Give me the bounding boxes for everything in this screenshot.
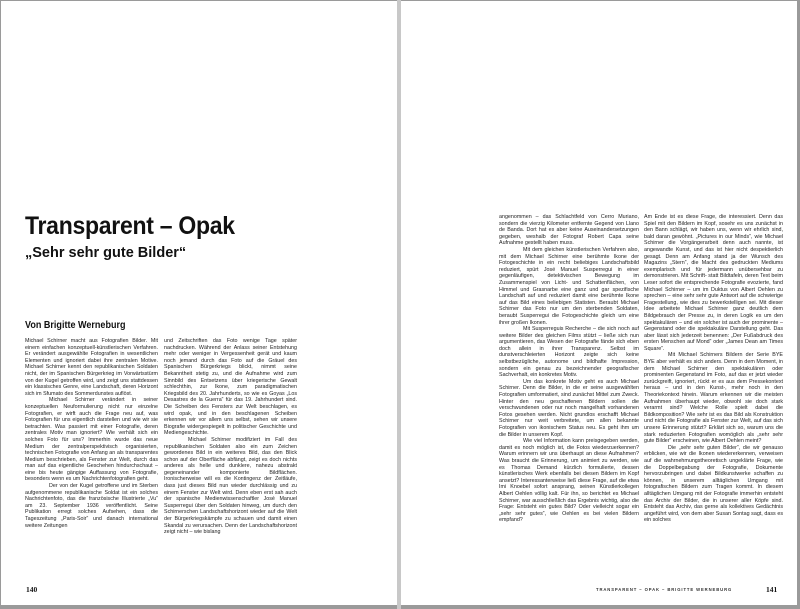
paragraph: Um das konkrete Motiv geht es auch Michael Schirner. Denn die Bilder, in die er seine ausgewählten Fotografien umformatiert, sind zunächst Mittel zum Zweck. Hinter den neu geschaffenen Bildern sollen die verschwundenen oder nur noch mangelhaft vorhandenen Fotos gesehen werden. Nicht grundlos erschafft Michael Schirner nur weit verbreitete, um allen bekannte Fotografien von ikonischem Status neu. Es geht ihm um die Bilder in unserem Kopf.: [499, 378, 639, 438]
running-head: TRANSPARENT – OPAK – BRIGITTE WERNEBURG: [596, 587, 733, 592]
text-column-left-2: [164, 338, 297, 536]
left-page: [1, 1, 397, 605]
page-number-left: 140: [26, 585, 38, 594]
page-number-right: 141: [766, 585, 778, 594]
text-column-right-2: [644, 214, 783, 524]
article-subtitle: „Sehr sehr gute Bilder“: [25, 245, 187, 261]
article-byline: Von Brigitte Werneburg: [25, 319, 126, 331]
text-column-left-1: [25, 338, 158, 529]
paragraph: Die „sehr sehr guten Bilder“, die wir genauso erblicken, wie wir die Ikonen wiedererkennen, verweisen auf die wahrnehmungstheoretisch ungeklärte Frage, wie die Doppelbegabung der Fotografie, Dokumente hervorzubringen und dabei Bildkunstwerke schaffen zu können, in unserem alltäglichen Umgang mit fotografischen Bildern zum Tragen kommt. In diesem alltäglichen Umgang mit der Fotografie immerhin entsteht das Archiv der Bilder, die in unserer aller Köpfe sind. Entsteht das Archiv, das gerne als kollektives Gedächtnis angeführt wird, von dem aber Susan Sontag sagt, dass es ein solches: [644, 444, 783, 524]
paragraph: Mit Michael Schirners Bildern der Serie BYE BYE aber verhält es sich anders. Denn in dem Moment, in dem Michael Schirner den spektakulären oder prominenten Gegenstand im Foto, auf das er jetzt wieder zurückgreift, ignoriert, rückt er es aus dem Pressekontext heraus – und in den Kunst-, mehr noch in den Theoriekontext hinein. Warum erkennen wir die meisten Aufnahmen überhaupt wieder, obwohl sie doch stark verarmt sind? Welche Rolle spielt dabei die Bildkomposition? Wie sehr ist es das Bild als Konstruktion und nicht die Fotografie als Fenster zur Welt, auf das sich unsere Erinnerung stützt? Erklärt sich so, warum uns die stark reduzierten Fotografien womöglich als „sehr sehr gute Bilder“ erscheinen, wie Albert Oehlen meint?: [644, 352, 783, 445]
paragraph: Am Ende ist es diese Frage, die interessiert. Denn das Spiel mit den Bildern im Kopf, sosehr es uns zunächst in den Bann schlägt, wir haben uns, wenn wir ehrlich sind, bald daran gewöhnt. „Pictures in our Minds“, wie Michael Schirner die Vorgängerarbeit denn auch nannte, ist angewandte Kunst, und das ist hier nicht despektierlich gesagt. Denn am Anfang stand ja der Wunsch des Magazins „Stern“, die Macht des gedruckten Mediums exemplarisch und für jedermann unübersehbar zu demonstrieren. Mit Schrift- statt Bildtafeln, deren Text beim Leser sofort die entsprechende Fotografie evozierte, fand Michael Schirner – um im Duktus von Albert Oehlen zu sprechen – eine sehr sehr gute Antwort auf die schwierige Fragestellung, wie dies zu bewerkstelligen sei. Mit dieser Idee arbeitete Michael Schirner ganz deutlich dem Bildgebrauch der Presse zu, in deren Logik es um den spektakulären – und ein solcher ist auch der prominente – Gegenstand oder die spektakuläre Darstellung geht. Das aber lässt sich jederzeit benennen: „Der Fußabdruck des ersten Menschen auf Mond“ oder „James Dean am Times Square“.: [644, 214, 783, 352]
paragraph: Michael Schirner macht aus Fotografien Bilder. Mit einem einfachen konzeptuell-künstlerischen Verfahren. Er verändert ausgewählte Fotografien in wesentlichen Elementen und ignoriert dabei ihre zentralen Motive. Michael Schirner kennt den republikanischen Soldaten nicht, der im Spanischen Bürgerkrieg im Vorwärtsstürm von der Kugel getroffen wird, und zeigt uns stattdessen ein klassisches Genre, eine Landschaft, deren Horizont sich im Sfumato des Sommerdunstes auflöst.: [25, 338, 158, 397]
paragraph: und Zeitschriften das Foto wenige Tage später nachdrucken. Während der Anlass seiner Entstehung mehr oder weniger in Vergessenheit gerät und kaum noch jemand durch das Foto auf die Gräuel des Spanischen Bürgerkriegs blickt, nimmt seine Bekanntheit stetig zu, und die Aufnahme wird zum Sinnbild des Entsetzens über kriegerische Gewalt schlechthin, zur Ikone, zum paradigmatischen Kriegsbild des 20. Jahrhunderts, so wie es Goyas „Los Desastres de la Guerra“ für das 19. Jahrhundert sind. Die Scheiben des Fensters zur Welt beschlagen, es wird opak, und in den beschlagenen Scheiben erkennen wir vor allem uns selbst, sehen wir unsere Biografie widergespiegelt in politischer Geschichte und Mediengeschichte.: [164, 338, 297, 437]
right-page: [401, 1, 797, 605]
paragraph: Der von der Kugel getroffene und im Sterben aufgenommene republikanische Soldat ist ein solches Nachrichtenfoto, das die französische Illustrierte „Vu“ am 23. September 1936 veröffentlicht. Seine Publikation erregt solches Aufsehen, dass die Tageszeitung „Paris-Soir“ und danach international weitere Zeitungen: [25, 483, 158, 529]
paragraph: Wie viel Information kann preisgegeben werden, damit es noch möglich ist, die Fotos wiederzuerkennen? Warum erinnern wir uns überhaupt an diese Aufnahmen? Was braucht die Erinnerung, um animiert zu werden, wie es Thomas Demand kürzlich formulierte, dessen künstlerisches Werk ebenfalls bei diesen Bildern im Kopf ansetzt? Interessanterweise ließ diese Frage, auf die etwa Imi Knoebel sofort ansprang, seinen Künstlerkollegen Albert Oehlen völlig kalt. Für ihn, so berichtet es Michael Schirner, war ausschließlich das Ergebnis wichtig, also die Frage: Entsteht ein gutes Bild? Oder vielleicht sogar ein „sehr sehr gutes“, wie Oehlen es bei vielen Bildern empfand?: [499, 438, 639, 524]
paragraph: angenommen – das Schlachtfeld von Cerro Muriano, sondern die vierzig Kilometer entfernte Gegend von Llano de Banda. Dort hat es aber keine Auseinandersetzungen gegeben, weshalb der Fotograf Robert Capa seine Aufnahme gestellt haben muss.: [499, 214, 639, 247]
paragraph: Michael Schirner verändert in seiner konzeptuellen Neuformulierung nicht nur einzelne Fotografien, er wirft auch die Frage neu auf, was Fotografien für uns eigentlich darstellen und wie wir sie betrachten. Was passiert mit einer Fotografie, deren zentrales Motiv man ignoriert? Wie verhält sich ein solches Foto für uns? Immerhin wurde das neue Medium der zentralperspektivisch organisierten, technischen Fotografie von Anfang an als transparentes Medium beschrieben, als Fenster zur Welt, durch das man auf das eigentliche Geschehen hindurchschaut – eine bis heute gängige Auffassung von Fotografie, besonders wenn es um Nachrichtenfotografien geht.: [25, 397, 158, 483]
paragraph: Michael Schirner modifiziert im Fall des republikanischen Soldaten also ein zum Zeichen gewordenes Bild in ein weiteres Bild, das den Blick schon auf der Oberfläche abfängt, zeigt es doch nichts anderes als helle und dunklere, nahezu abstrakt gegeneinander komponierte Bildflächen. Ironischerweise will es die Kontingenz der Zeitläufe, dass just dieses Bild nun wieder durchlässig und zu einem Fenster zur Welt wird. Denn eben erst sah auch der spanische Medienwissenschaftler José Manuel Susperregui über den Soldaten hinweg, um durch den Schirnerschen Landschaftshorizont wieder auf die Welt der Bürgerkriegskämpfe zu schauen und damit einen Skandal zu verursachen. Denn der Landschaftshorizont zeigt nicht – wie bislang: [164, 436, 297, 536]
text-column-right-1: [499, 214, 639, 524]
paragraph: Mit dem gleichen künstlerischen Verfahren also, mit dem Michael Schirner eine berühmte Ikone der Fotogeschichte in ein recht beliebiges Landschaftsbild reduziert, spürt José Manuel Susperregui in einer gegenläufigen, detektivischen Bewegung im Zusammenspiel von Licht- und Schattenflächen, von Himmel und Grasnarbe eine ganz und gar spezifische Landschaft auf und reduziert damit eine berühmte Ikone auf das Bild eines beliebigen Statisten. Beraubt Michael Schirner das Foto nur um den sterbenden Soldaten, beraubt Susperregui die Fotogeschichte gleich um eine ihrer großen Ikonen.: [499, 246, 639, 326]
paragraph: Mit Susperreguis Recherche – die sich noch auf weitere Bilder des gleichen Films stützt – ließe sich nun argumentieren, das Wesen der Fotografie fände sich eben doch allein in ihrer Transparenz. Selbst im dunstverschleierten Horizont zeigte sich keine selbstbezügliche, autonome und bildhafte Impression, sondern ein genau zu bezeichnender geografischer Sachverhalt, ein konkretes Motiv.: [499, 326, 639, 379]
article-title: Transparent – Opak: [25, 212, 235, 240]
